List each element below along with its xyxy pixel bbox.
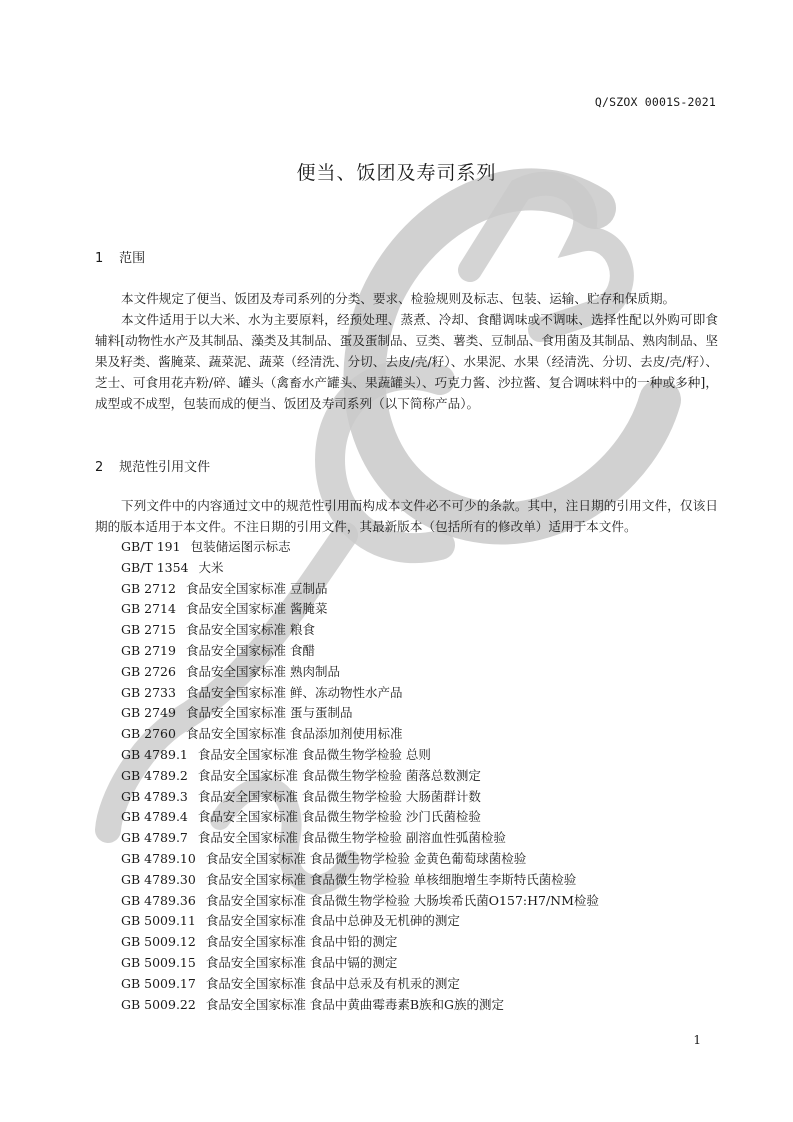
reference-name: 食品安全国家标准 食品微生物学检验 副溶血性弧菌检验 [197,830,506,846]
reference-item [121,807,599,828]
reference-name: 食品安全国家标准 鲜、冻动物性水产品 [185,684,403,700]
section-title: 范围 [119,251,146,266]
reference-item [121,953,599,974]
reference-item [121,703,599,724]
reference-code: GB/T 191 [121,539,181,554]
reference-code: GB 4789.3 [121,788,188,804]
reference-name: 大米 [198,559,224,575]
reference-item [121,745,599,766]
section-heading-scope [95,247,145,266]
reference-code: GB 2719 [121,642,176,658]
reference-list [121,537,599,1015]
document-title: 便当、饭团及寿司系列 [296,162,497,184]
references-intro-paragraph: 下列文件中的内容通过文中的规范性引用而构成本文件必不可少的条款。其中，注日期的引用文件，仅该日期的版本适用于本文件。不注日期的引用文件，其最新版本（包括所有的修改单）适用于本文件。 [95,498,718,534]
reference-name: 食品安全国家标准 食品微生物学检验 大肠菌群计数 [197,788,481,804]
reference-name: 食品安全国家标准 食品微生物学检验 单核细胞增生李斯特氏菌检验 [205,871,577,887]
reference-name: 食品安全国家标准 食品中黄曲霉毒素B族和G族的测定 [205,996,504,1012]
reference-name: 食品安全国家标准 食品微生物学检验 金黄色葡萄球菌检验 [205,850,527,866]
reference-code: GB 5009.11 [121,913,196,929]
document-code: Q/SZOX 0001S-2021 [594,95,716,109]
reference-item [121,766,599,787]
section-number: 2 [95,460,104,475]
reference-item [121,641,599,662]
reference-name: 食品安全国家标准 酱腌菜 [185,601,328,617]
reference-item [121,662,599,683]
reference-item [121,683,599,704]
reference-code: GB 4789.4 [121,809,188,825]
scope-paragraph-2: 本文件适用于以大米、水为主要原料，经预处理、蒸煮、冷却、食醋调味或不调味、选择性配以外购可即食辅料[动物性水产及其制品、藻类及其制品、蛋及蛋制品、豆类、薯类、豆制品、食用菌及其制品、熟肉制品、坚果及籽类、酱腌菜、蔬菜泥、蔬菜（经清洗、分切、去皮/壳/籽）、水果泥、水果（经清洗、分切、去皮/壳/籽）、芝士、可食用花卉粉/碎、罐头（禽畜水产罐头、果蔬罐头）、巧克力酱、沙拉酱、复合调味料中的一种或多种]，成型或不成型，包装而成的便当、饭团及寿司系列（以下简称产品）。 [95,312,718,411]
reference-name: 食品安全国家标准 食品中镉的测定 [205,954,398,970]
reference-item [121,870,599,891]
reference-code: GB 2760 [121,726,176,742]
reference-item [121,891,599,912]
reference-item [121,787,599,808]
reference-item [121,599,599,620]
reference-name: 食品安全国家标准 粮食 [185,622,315,638]
reference-code: GB 2712 [121,580,176,596]
reference-name: 食品安全国家标准 食品微生物学检验 沙门氏菌检验 [197,809,481,825]
reference-code: GB 5009.17 [121,975,196,991]
reference-code: GB 2726 [121,663,176,679]
reference-code: GB 4789.7 [121,830,188,846]
reference-name: 食品安全国家标准 蛋与蛋制品 [185,705,353,721]
reference-item [121,558,599,579]
reference-item [121,537,599,558]
reference-name: 食品安全国家标准 食品中总砷及无机砷的测定 [205,913,460,929]
reference-code: GB 2733 [121,684,176,700]
reference-code: GB 2714 [121,601,176,617]
reference-name: 食品安全国家标准 食品微生物学检验 大肠埃希氏菌O157:H7/NM检验 [205,892,599,908]
reference-code: GB 4789.30 [121,871,196,887]
reference-name: 包装储运图示标志 [190,539,291,554]
reference-item [121,579,599,600]
reference-code: GB 4789.2 [121,767,188,783]
reference-name: 食品安全国家标准 豆制品 [185,580,328,596]
reference-name: 食品安全国家标准 食品添加剂使用标准 [185,726,403,742]
reference-code: GB 5009.12 [121,934,196,950]
reference-code: GB 4789.10 [121,850,196,866]
reference-name: 食品安全国家标准 食品微生物学检验 总则 [197,746,431,762]
scope-paragraph-1: 本文件规定了便当、饭团及寿司系列的分类、要求、检验规则及标志、包装、运输、贮存和保质期。 [121,291,676,306]
reference-item [121,974,599,995]
reference-code: GB/T 1354 [121,559,189,575]
page-number: 1 [693,1033,701,1047]
reference-code: GB 4789.1 [121,746,188,762]
section-title: 规范性引用文件 [119,460,211,475]
reference-code: GB 5009.15 [121,954,196,970]
section-heading-normative-references [95,456,210,475]
reference-name: 食品安全国家标准 食品中总汞及有机汞的测定 [205,975,460,991]
reference-item [121,828,599,849]
reference-code: GB 5009.22 [121,996,196,1012]
reference-code: GB 2715 [121,622,176,638]
reference-item [121,932,599,953]
reference-name: 食品安全国家标准 食品中铅的测定 [205,934,398,950]
reference-item [121,724,599,745]
reference-item [121,620,599,641]
reference-code: GB 4789.36 [121,892,196,908]
reference-item [121,849,599,870]
reference-name: 食品安全国家标准 熟肉制品 [185,663,340,679]
reference-item [121,995,599,1016]
reference-code: GB 2749 [121,705,176,721]
reference-item [121,911,599,932]
reference-name: 食品安全国家标准 食醋 [185,642,315,658]
section-number: 1 [95,251,104,266]
reference-name: 食品安全国家标准 食品微生物学检验 菌落总数测定 [197,767,481,783]
